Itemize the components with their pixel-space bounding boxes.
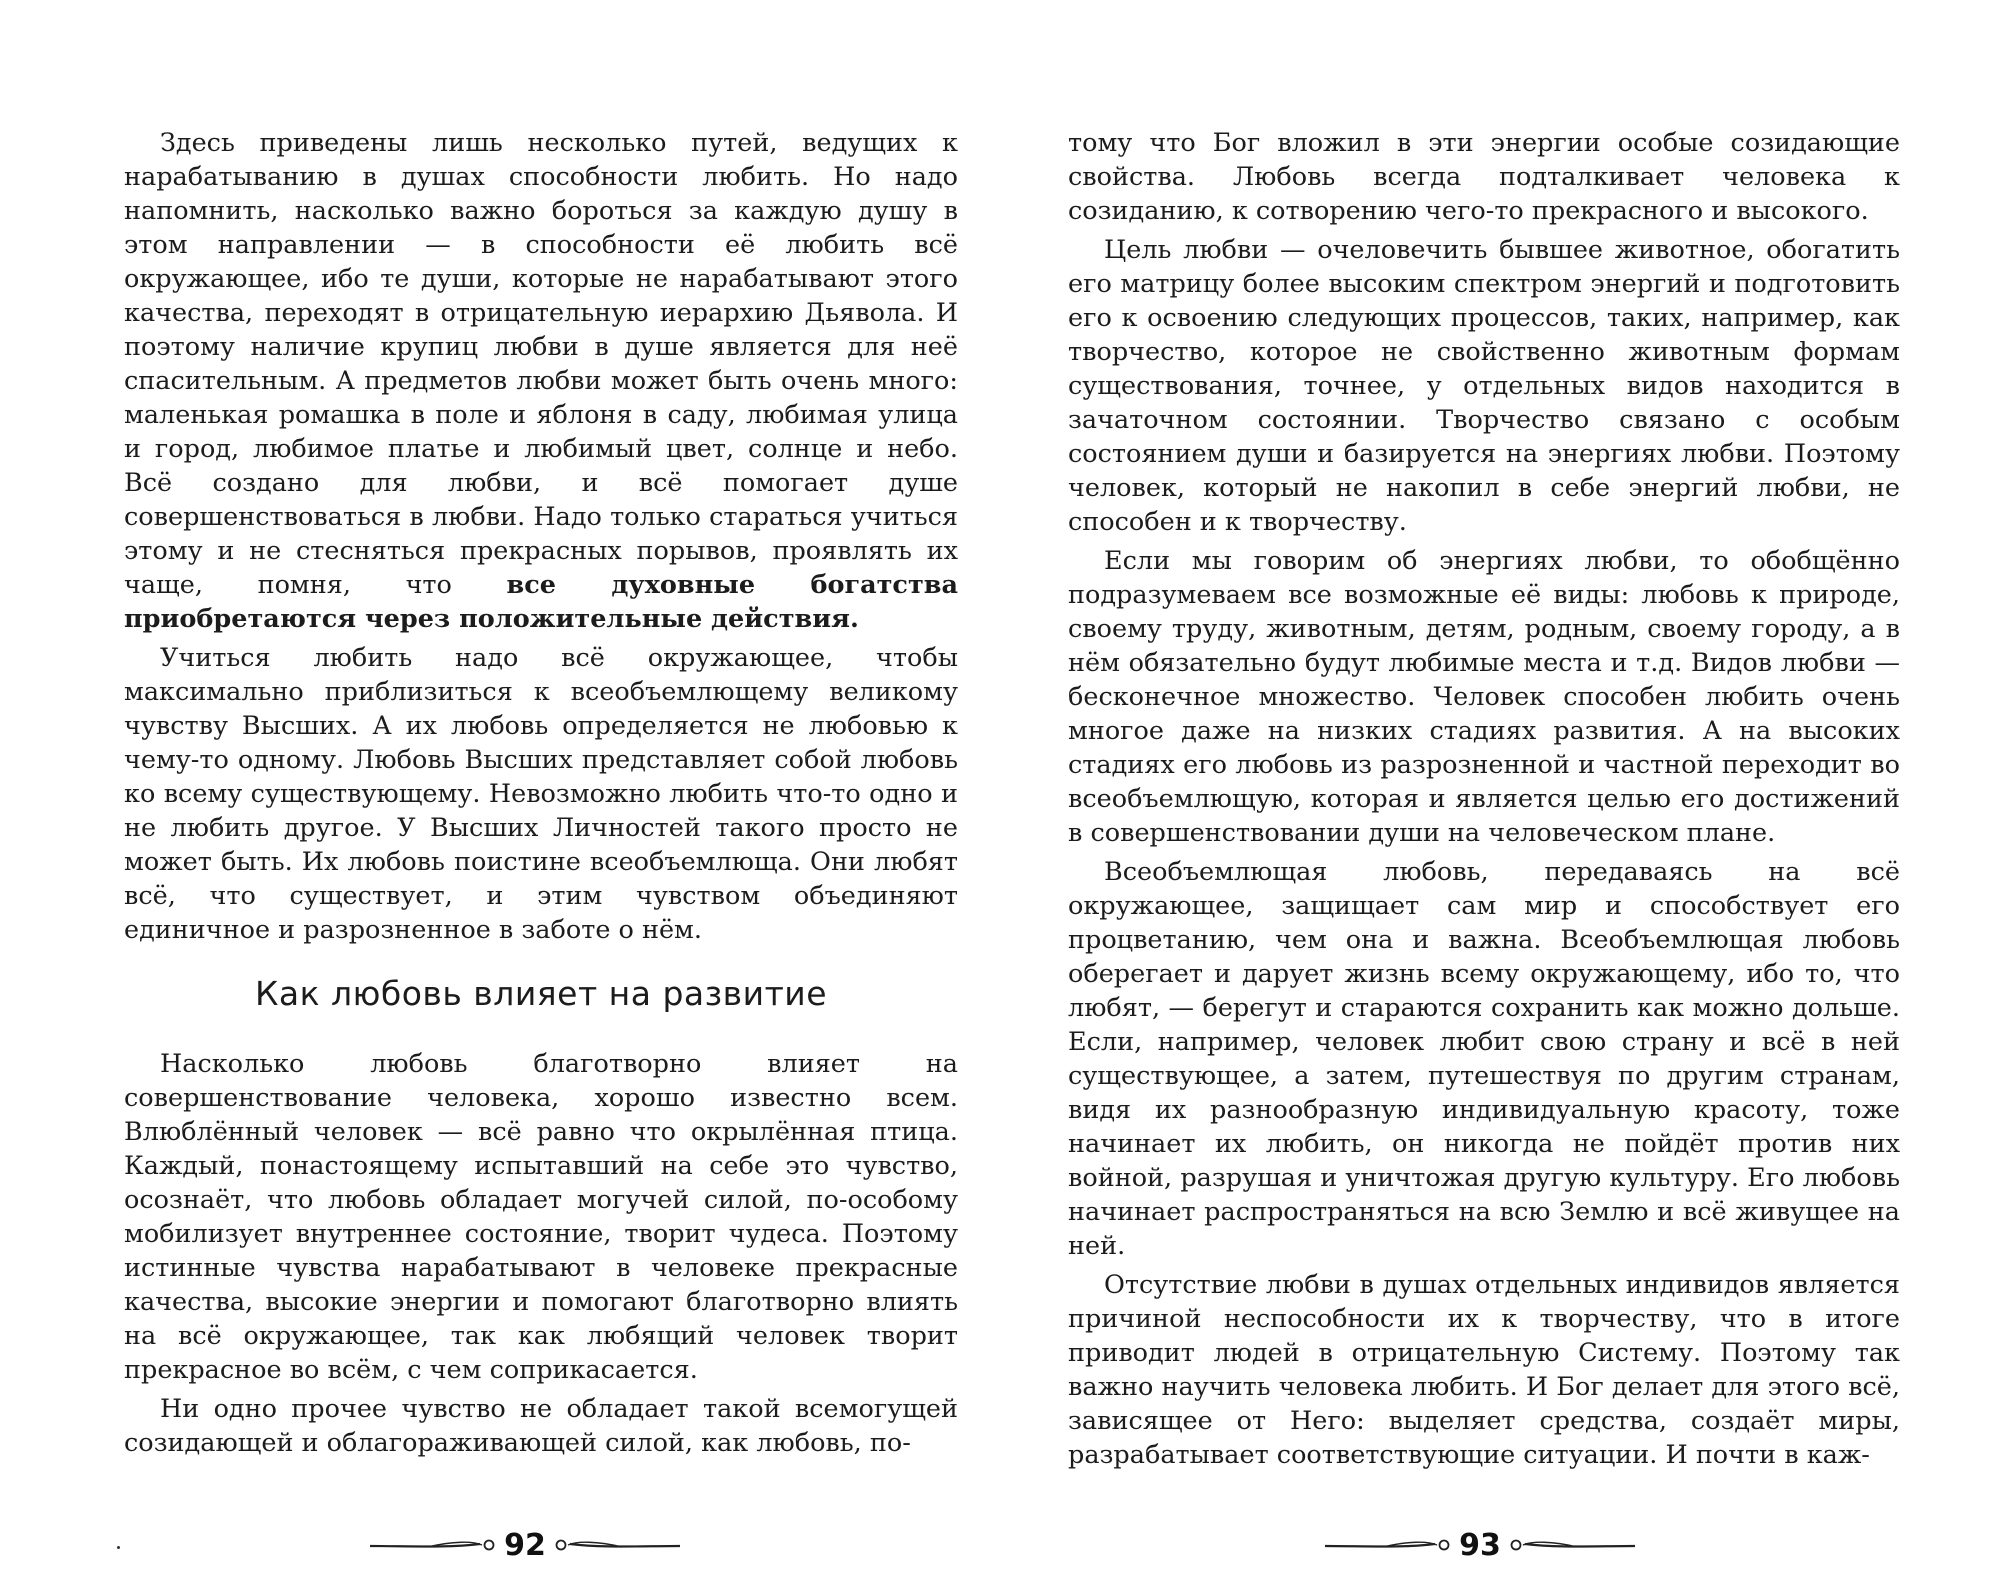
right-text-block xyxy=(1068,126,1900,1472)
left-top-text-block xyxy=(124,126,958,947)
paragraph: тому что Бог вложил в эти энергии особые созидающие свойства. Любовь всегда подталкивает человека к созиданию, к сотворению чего-то прекрасного и высокого. xyxy=(1068,128,1900,226)
paragraph: Насколько любовь благотворно влияет на совершенствование человека, хорошо известно всем. Влюблённый человек — всё равно что окрылённая птица. Каждый, понастоящему испытавший на себе это чувство, осознаёт, что любовь обладает могучей силой, по-особому мобилизует внутреннее состояние, творит чудеса. Поэтому истинные чувства нарабатывают в человеке прекрасные качества, высокие энергии и помогают благотворно влиять на всё окружающее, так как любящий человек творит прекрасное во всём, с чем соприкасается. xyxy=(124,1049,958,1385)
print-speck xyxy=(117,1546,120,1549)
paragraph: Ни одно прочее чувство не обладает такой всемогущей созидающей и облагораживающей силой, как любовь, по- xyxy=(124,1394,958,1458)
left-ornament-icon xyxy=(1323,1535,1453,1555)
right-ornament-icon xyxy=(552,1535,682,1555)
paragraph: Отсутствие любви в душах отдельных индивидов является причиной неспособности их к творчеству, что в итоге приводит людей в отрицательную Систему. Поэтому так важно научить человека любить. И Бог делает для этого всё, зависящее от Него: выделяет средства, создаёт миры, разрабатывает соответствующие ситуации. И почти в каж- xyxy=(1068,1270,1900,1470)
paragraph: Учиться любить надо всё окружающее, чтобы максимально приблизиться к всеобъемлющему великому чувству Высших. А их любовь определяется не любовью к чему-то одному. Любовь Высших представляет собой любовь ко всему существующему. Невозможно любить что-то одно и не любить другое. У Высших Личностей такого просто не может быть. Их любовь поистине всеобъемлюща. Они любят всё, что существует, и этим чувством объединяют единичное и разрозненное в заботе о нём. xyxy=(124,643,958,945)
left-bottom-text-block xyxy=(124,1047,958,1460)
paragraph: Всеобъемлющая любовь, передаваясь на всё окружающее, защищает сам мир и способствует его процветанию, чем она и важна. Всеобъемлющая любовь оберегает и дарует жизнь всему окружающему, ибо то, что любят, — берегут и стараются сохранить как можно дольше. Если, например, человек любит свою страну и всё в ней существующее, а затем, путешествуя по другим странам, видя их разнообразную индивидуальную красоту, тоже начинает их любить, он никогда не пойдёт против них войной, разрушая и уничтожая другую культуру. Его любовь начинает распространяться на всю Землю и всё живущее на ней. xyxy=(1068,857,1900,1261)
left-ornament-icon xyxy=(368,1535,498,1555)
page-number: 92 xyxy=(504,1527,546,1563)
paragraph: Цель любви — очеловечить бывшее животное, обогатить его матрицу более высоким спектром энергий и подготовить его к освоению следующих процессов, таких, например, как творчество, которое не свойственно животным формам существования, точнее, у отдельных видов находится в зачаточном состоянии. Творчество связано с особым состоянием души и базируется на энергиях любви. Поэтому человек, который не накопил в себе энергий любви, не способен и к творчеству. xyxy=(1068,235,1900,537)
page-number: 93 xyxy=(1459,1527,1501,1563)
section-heading: Как любовь влияет на развитие xyxy=(254,974,828,1013)
page-footer xyxy=(1305,1525,1655,1565)
paragraph xyxy=(124,126,958,636)
right-page xyxy=(1000,0,2000,1590)
bold-emphasis: все духовные богатства приобретаются через положительные действия. xyxy=(124,570,958,634)
paragraph-text: Здесь приведены лишь несколько путей, ведущих к нарабатыванию в душах способности любить. Но надо напомнить, насколько важно бороться за каждую душу в этом направлении — в способности её любить всё окружающее, ибо те души, которые не нарабатывают этого качества, переходят в отрицательную иерархию Дьявола. И поэтому наличие крупиц любви в душе является для неё спасительным. А предметов любви может быть очень много: маленькая ромашка в поле и яблоня в саду, любимая улица и город, любимое платье и любимый цвет, солнце и небо. Всё создано для любви, и всё помогает душе совершенствоваться в любви. Надо только стараться учиться этому и не стесняться прекрасных порывов, проявлять их чаще, помня, что xyxy=(124,128,958,600)
page-footer xyxy=(350,1525,700,1565)
right-ornament-icon xyxy=(1507,1535,1637,1555)
paragraph: Если мы говорим об энергиях любви, то обобщённо подразумеваем все возможные её виды: любовь к природе, своему труду, животным, детям, родным, своему городу, а в нём обязательно будут любимые места и т.д. Видов любви — бесконечное множество. Человек способен любить очень многое даже на низких стадиях развития. А на высоких стадиях его любовь из разрозненной и частной переходит во всеобъемлющую, которая и является целью его достижений в совершенствовании души на человеческом плане. xyxy=(1068,546,1900,848)
